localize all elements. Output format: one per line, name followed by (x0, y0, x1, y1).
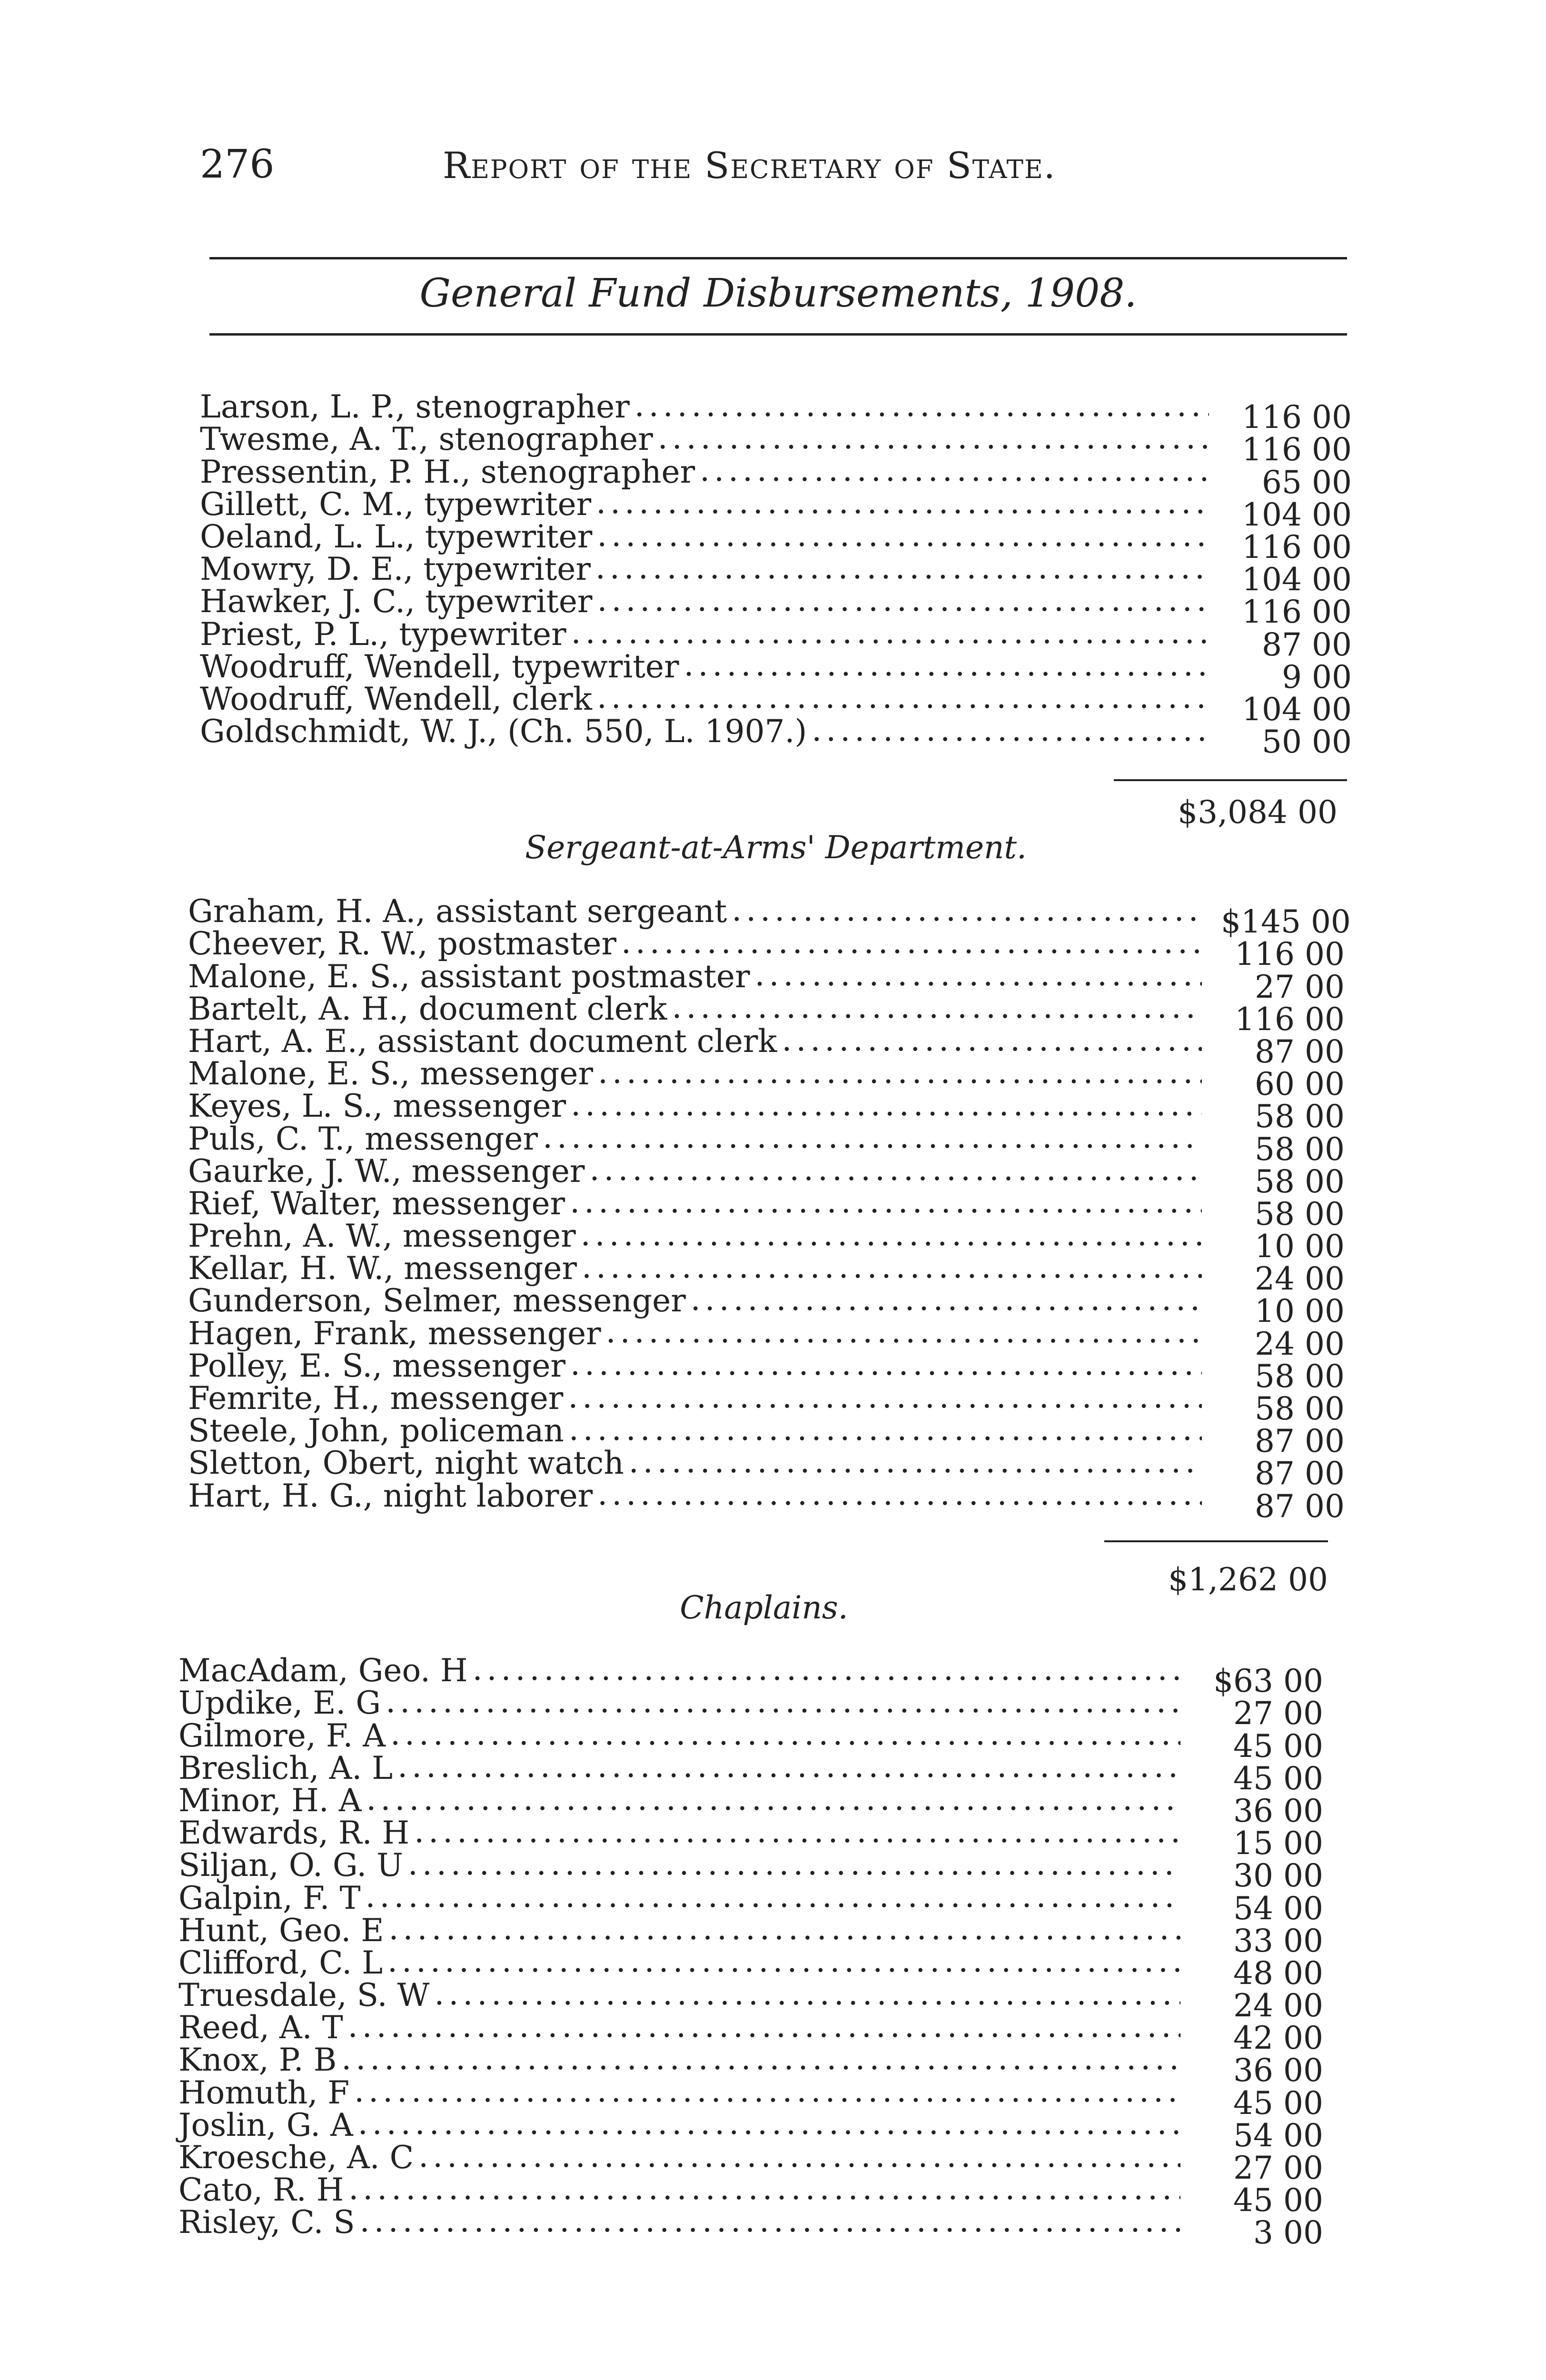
payee-name: Updike, E. G (178, 1685, 381, 1722)
payment-amount: 65 00 (1262, 464, 1352, 501)
payment-amount: 30 00 (1233, 1857, 1323, 1894)
payee-name: Hagen, Frank, messenger (188, 1315, 601, 1352)
disbursement-row (178, 2074, 1323, 2122)
payment-amount: 116 00 (1242, 431, 1352, 468)
dot-leader (597, 1478, 1202, 1507)
disbursement-row (188, 1088, 1345, 1135)
dot-leader (397, 1751, 1180, 1779)
disbursement-row (188, 1218, 1345, 1265)
dot-leader (341, 2043, 1180, 2071)
section-title: Sergeant-at-Arms' Department. (525, 829, 1027, 866)
payee-name: Sletton, Obert, night watch (188, 1445, 624, 1482)
disbursement-row (200, 388, 1352, 436)
dot-leader (672, 992, 1202, 1020)
payment-amount: 87 00 (1255, 1033, 1345, 1070)
disbursement-row (188, 1412, 1345, 1460)
payment-amount: 27 00 (1233, 1695, 1323, 1732)
dot-leader (597, 585, 1209, 613)
payee-name: Cheever, R. W., postmaster (188, 925, 616, 962)
payment-amount: 27 00 (1255, 968, 1345, 1005)
disbursement-row (178, 2042, 1323, 2089)
dot-leader (582, 1251, 1202, 1279)
payment-amount: 104 00 (1242, 691, 1352, 728)
disbursement-row (178, 1685, 1323, 1732)
disbursement-row (188, 990, 1345, 1038)
payment-amount: 58 00 (1255, 1358, 1345, 1395)
disbursement-row (178, 1652, 1323, 1700)
payment-amount: 116 00 (1235, 936, 1345, 973)
dot-leader (812, 714, 1209, 743)
payee-name: Hunt, Geo. E (178, 1912, 384, 1949)
dot-leader (732, 894, 1202, 922)
payee-name: Prehn, A. W., messenger (188, 1218, 576, 1255)
payment-amount: 45 00 (1233, 2182, 1323, 2219)
disbursement-row (188, 1152, 1345, 1200)
page-number: 276 (200, 142, 275, 187)
payee-name: Rief, Walter, messenger (188, 1185, 565, 1222)
payment-amount: 9 00 (1282, 658, 1352, 695)
disbursement-row (188, 925, 1345, 973)
dot-leader (634, 390, 1209, 418)
disbursement-row (188, 1315, 1345, 1362)
section-total: $3,084 00 (1178, 794, 1338, 831)
payment-amount: 24 00 (1233, 1987, 1323, 2024)
payee-name: Twesme, A. T., stenographer (200, 421, 653, 458)
disbursement-row (200, 680, 1352, 728)
payment-amount: 116 00 (1242, 528, 1352, 565)
payment-amount: 45 00 (1233, 1760, 1323, 1797)
dot-leader (366, 1881, 1181, 1909)
payee-name: Galpin, F. T (178, 1879, 361, 1916)
dot-leader (390, 1718, 1180, 1746)
disbursement-row (200, 486, 1352, 533)
disbursement-row (178, 1847, 1323, 1894)
disbursement-row (178, 2172, 1323, 2219)
payment-amount: $145 00 (1221, 903, 1351, 941)
payment-amount: 87 00 (1255, 1423, 1345, 1460)
disbursement-row (188, 1445, 1345, 1492)
dot-leader (658, 422, 1209, 450)
payee-name: Knox, P. B (178, 2042, 337, 2079)
payment-amount: 27 00 (1233, 2150, 1323, 2186)
dot-leader (366, 1784, 1180, 1812)
payee-name: Keyes, L. S., messenger (188, 1088, 566, 1125)
total-rule (1104, 1540, 1328, 1542)
disbursement-row (188, 958, 1345, 1005)
payee-name: Breslich, A. L (178, 1749, 393, 1786)
payee-name: MacAdam, Geo. H (178, 1652, 468, 1689)
payee-name: Mowry, D. E., typewriter (200, 551, 591, 588)
payee-name: Steele, John, policeman (188, 1412, 564, 1449)
payee-name: Homuth, F (178, 2074, 350, 2111)
payee-name: Woodruff, Wendell, clerk (200, 680, 592, 717)
dot-leader (386, 1686, 1180, 1714)
payment-amount: 24 00 (1255, 1325, 1345, 1362)
disbursement-row (178, 2204, 1323, 2251)
payee-name: Minor, H. A (178, 1782, 362, 1819)
payee-name: Puls, C. T., messenger (188, 1120, 538, 1157)
dot-leader (358, 2108, 1180, 2136)
dot-leader (782, 1024, 1202, 1052)
payee-name: Gunderson, Selmer, messenger (188, 1282, 686, 1319)
dot-leader (606, 1316, 1202, 1344)
dot-leader (387, 1945, 1180, 1973)
dot-leader (570, 1186, 1202, 1214)
dot-leader (629, 1446, 1202, 1474)
payment-amount: 42 00 (1233, 2020, 1323, 2057)
disbursement-row (178, 2009, 1323, 2057)
payee-name: Pressentin, P. H., stenographer (200, 453, 695, 490)
payment-amount: 45 00 (1233, 1727, 1323, 1765)
payment-amount: 48 00 (1233, 1954, 1323, 1992)
payee-name: Hart, H. G., night laborer (188, 1477, 593, 1514)
payee-name: Oeland, L. L., typewriter (200, 518, 593, 555)
dot-leader (700, 455, 1209, 483)
dot-leader (568, 1381, 1202, 1409)
disbursement-row (178, 1977, 1323, 2024)
payee-name: Kroesche, A. C (178, 2139, 414, 2176)
section-total: $1,262 00 (1168, 1561, 1328, 1598)
disbursement-row (178, 1782, 1323, 1829)
disbursement-row (200, 583, 1352, 631)
payee-name: Reed, A. T (178, 2009, 343, 2046)
dot-leader (581, 1219, 1202, 1247)
dot-leader (571, 617, 1209, 645)
payee-name: Gillett, C. M., typewriter (200, 486, 592, 523)
payee-name: Goldschmidt, W. J., (Ch. 550, L. 1907.) (200, 713, 807, 750)
payment-amount: 36 00 (1233, 1792, 1323, 1829)
payee-name: Edwards, R. H (178, 1815, 410, 1852)
payee-name: Hawker, J. C., typewriter (200, 583, 593, 620)
table-title: General Fund Disbursements, 1908. (419, 271, 1137, 316)
payment-amount: $63 00 (1213, 1663, 1323, 1700)
payment-amount: 3 00 (1253, 2214, 1323, 2251)
payee-name: Joslin, G. A (178, 2106, 353, 2143)
payment-amount: 58 00 (1255, 1098, 1345, 1135)
dot-leader (473, 1654, 1180, 1682)
dot-leader (434, 1978, 1180, 2006)
title-rule-top (209, 257, 1347, 259)
disbursement-row (178, 1815, 1323, 1862)
chaplains-list (178, 1652, 1323, 2251)
disbursement-row (200, 648, 1352, 695)
dot-leader (621, 927, 1202, 955)
payment-amount: 116 00 (1242, 399, 1352, 436)
payment-amount: 54 00 (1233, 1890, 1323, 1927)
disbursement-row (200, 551, 1352, 598)
disbursement-row (178, 1912, 1323, 1959)
payee-name: Graham, H. A., assistant sergeant (188, 893, 727, 930)
payee-name: Clifford, C. L (178, 1944, 383, 1981)
sergeant-at-arms-list (188, 893, 1351, 1525)
dot-leader (543, 1121, 1202, 1150)
dot-leader (595, 552, 1209, 580)
disbursement-row (200, 518, 1352, 565)
disbursement-row (188, 1282, 1345, 1330)
running-title: Report of the Secretary of State. (443, 144, 1056, 187)
disbursement-row (178, 1879, 1323, 1927)
payee-name: Hart, A. E., assistant document clerk (188, 1022, 777, 1060)
payment-amount: 104 00 (1242, 496, 1352, 533)
general-staff-list (200, 388, 1352, 761)
disbursement-row (200, 615, 1352, 663)
title-rule-bottom (209, 333, 1347, 336)
payment-amount: 45 00 (1233, 2084, 1323, 2122)
dot-leader (691, 1284, 1202, 1312)
dot-leader (360, 2205, 1180, 2233)
payee-name: Larson, L. P., stenographer (200, 388, 630, 426)
payee-name: Priest, P. L., typewriter (200, 615, 566, 653)
section-title: Chaplains. (680, 1589, 848, 1626)
payee-name: Cato, R. H (178, 2172, 344, 2209)
payment-amount: 58 00 (1255, 1130, 1345, 1168)
disbursement-row (178, 1944, 1323, 1992)
payment-amount: 116 00 (1235, 1001, 1345, 1038)
dot-leader (354, 2075, 1180, 2103)
payment-amount: 60 00 (1255, 1066, 1345, 1103)
payee-name: Femrite, H., messenger (188, 1380, 564, 1417)
disbursement-row (188, 1347, 1345, 1395)
payee-name: Polley, E. S., messenger (188, 1347, 565, 1384)
payee-name: Gilmore, F. A (178, 1717, 386, 1754)
total-rule (1114, 779, 1347, 781)
disbursement-row (178, 1717, 1323, 1765)
payment-amount: 87 00 (1255, 1455, 1345, 1492)
disbursement-row (200, 421, 1352, 468)
disbursement-row (188, 1120, 1345, 1168)
payee-name: Woodruff, Wendell, typewriter (200, 648, 679, 685)
disbursement-row (200, 713, 1352, 761)
payee-name: Kellar, H. W., messenger (188, 1250, 577, 1287)
disbursement-row (178, 2139, 1323, 2186)
payment-amount: 24 00 (1255, 1260, 1345, 1298)
dot-leader (418, 2141, 1180, 2169)
payee-name: Risley, C. S (178, 2204, 355, 2241)
payment-amount: 10 00 (1255, 1228, 1345, 1265)
payee-name: Bartelt, A. H., document clerk (188, 990, 667, 1027)
dot-leader (408, 1848, 1180, 1876)
disbursement-row (188, 1055, 1345, 1103)
payment-amount: 58 00 (1255, 1195, 1345, 1232)
payment-amount: 116 00 (1242, 594, 1352, 631)
payee-name: Gaurke, J. W., messenger (188, 1152, 585, 1190)
dot-leader (755, 959, 1202, 987)
disbursement-row (188, 1477, 1345, 1525)
payee-name: Malone, E. S., assistant postmaster (188, 958, 750, 995)
disbursement-row (188, 1250, 1345, 1298)
payment-amount: 50 00 (1262, 724, 1352, 761)
payment-amount: 104 00 (1242, 561, 1352, 598)
payment-amount: 54 00 (1233, 2117, 1323, 2154)
disbursement-row (178, 1749, 1323, 1797)
payee-name: Malone, E. S., messenger (188, 1055, 594, 1092)
disbursement-row (188, 1022, 1345, 1070)
dot-leader (348, 2011, 1180, 2039)
dot-leader (571, 1089, 1202, 1117)
disbursement-row (200, 453, 1352, 501)
disbursement-row (178, 2106, 1323, 2154)
dot-leader (596, 487, 1209, 515)
payment-amount: 15 00 (1233, 1825, 1323, 1862)
payment-amount: 36 00 (1233, 2052, 1323, 2089)
dot-leader (389, 1913, 1180, 1941)
payment-amount: 87 00 (1255, 1488, 1345, 1525)
dot-leader (414, 1816, 1180, 1844)
dot-leader (684, 649, 1209, 677)
disbursement-row (188, 893, 1351, 941)
payment-amount: 33 00 (1233, 1922, 1323, 1959)
payment-amount: 58 00 (1255, 1163, 1345, 1200)
dot-leader (597, 520, 1209, 548)
payee-name: Truesdale, S. W (178, 1977, 430, 2014)
dot-leader (589, 1154, 1202, 1182)
payment-amount: 87 00 (1262, 626, 1352, 663)
payee-name: Siljan, O. G. U (178, 1847, 403, 1884)
disbursement-row (188, 1380, 1345, 1427)
dot-leader (570, 1349, 1202, 1377)
dot-leader (569, 1414, 1202, 1442)
payment-amount: 10 00 (1255, 1293, 1345, 1330)
dot-leader (598, 1057, 1202, 1085)
dot-leader (348, 2173, 1180, 2201)
dot-leader (597, 682, 1209, 710)
disbursement-row (188, 1185, 1345, 1232)
payment-amount: 58 00 (1255, 1390, 1345, 1427)
